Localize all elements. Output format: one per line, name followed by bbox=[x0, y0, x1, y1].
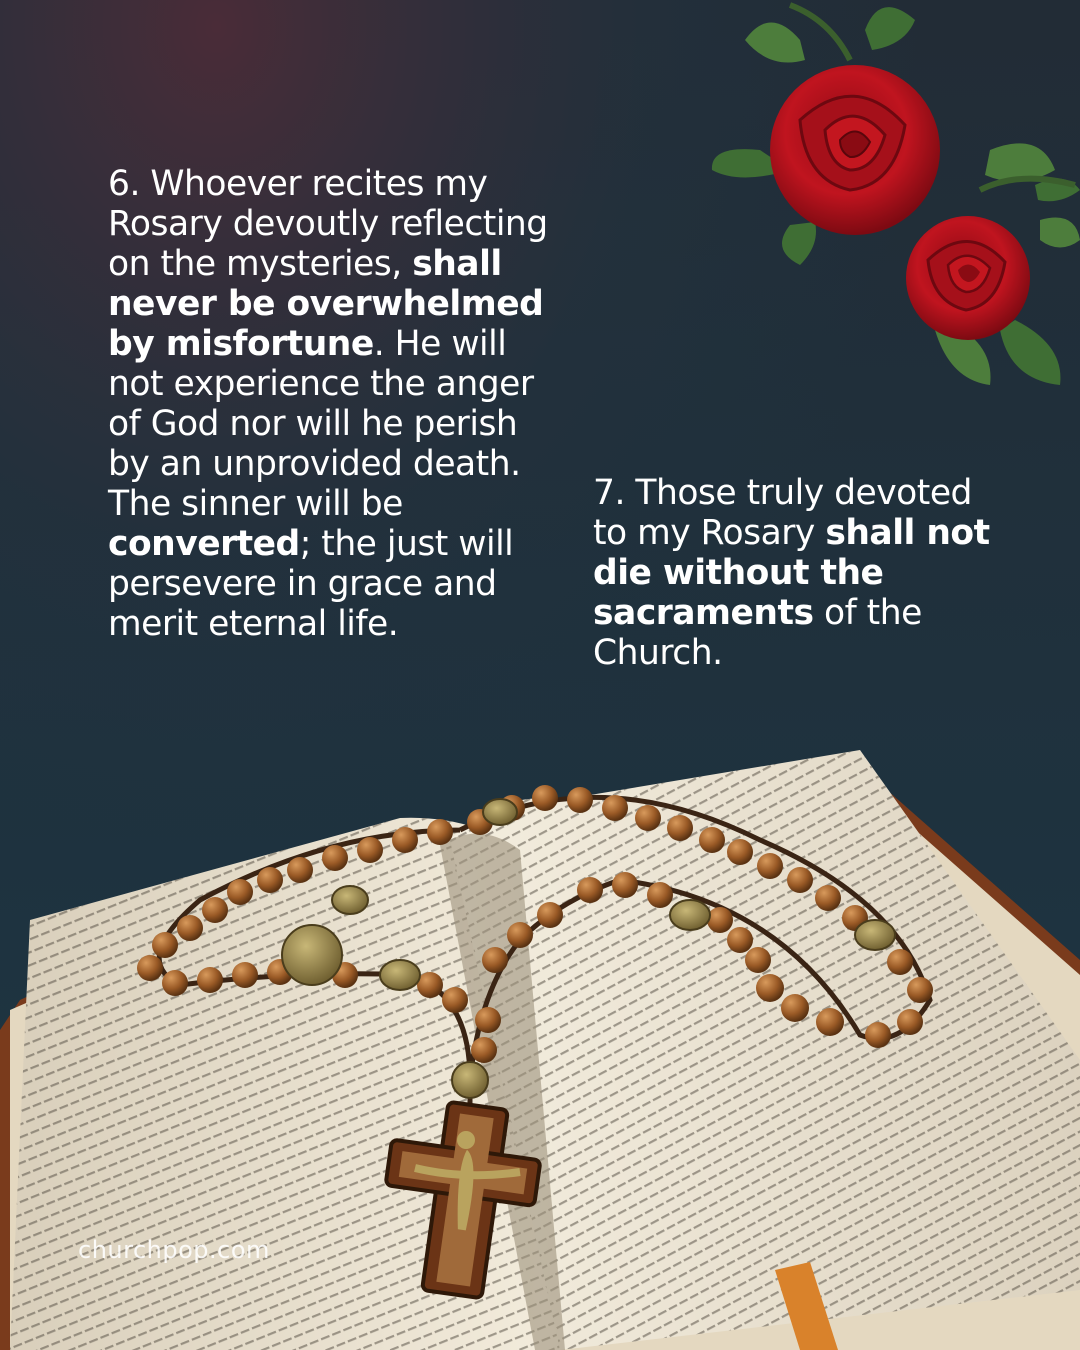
promise-6-emphasis-converted: converted bbox=[108, 524, 300, 564]
promise-7-emphasis-sacraments: shall not die without the sacraments bbox=[593, 513, 990, 633]
promise-6-text: 6. Whoever recites my Rosary devoutly reflecting on the mysteries, shall never be overwhelmed by misfortune. He will not experience the anger of God nor will he perish by an unprovided death. The sinner will be converted; the just will persevere in grace and merit eternal life. bbox=[108, 164, 548, 644]
watermark: churchpop.com bbox=[78, 1236, 270, 1264]
promise-7-text: 7. Those truly devoted to my Rosary shall not die without the sacraments of the Church. bbox=[593, 473, 990, 673]
promise-6-emphasis-misfortune: shall never be overwhelmed by misfortune bbox=[108, 244, 544, 364]
